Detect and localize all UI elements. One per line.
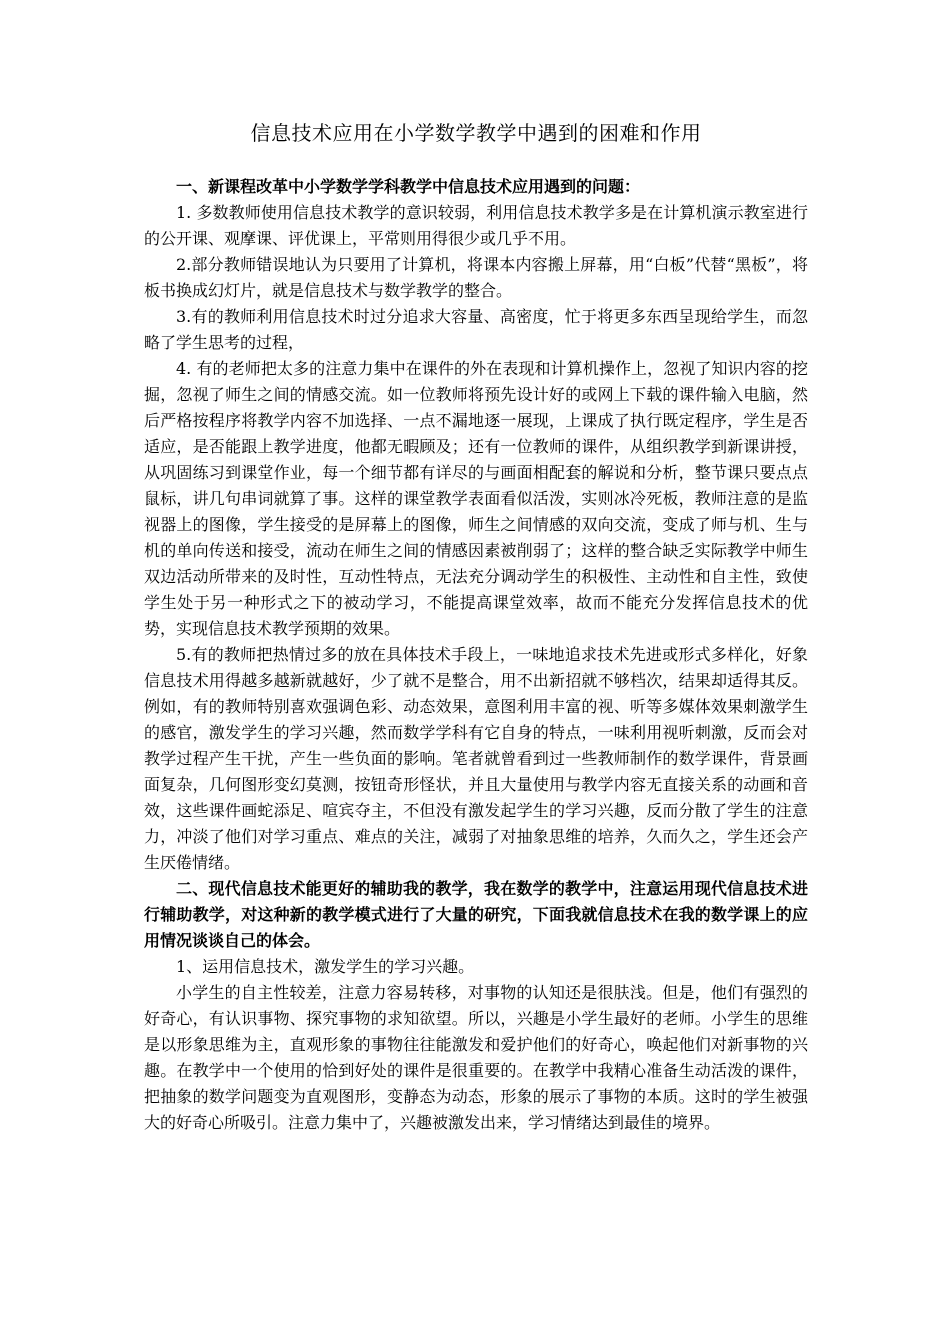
page-title: 信息技术应用在小学数学教学中遇到的困难和作用 [250,121,702,145]
section-heading-1: 一、新课程改革中小学数学学科教学中信息技术应用遇到的问题： [176,177,641,196]
paragraph: 2.部分教师错误地认为只要用了计算机，将课本内容搬上屏幕，用“白板”代替“黑板”，将板书换成幻灯片，就是信息技术与数学教学的整合。 [144,255,808,300]
paragraph: 4. 有的老师把太多的注意力集中在课件的外在表现和计算机操作上，忽视了知识内容的挖掘，忽视了师生之间的情感交流。如一位教师将预先设计好的或网上下载的课件输入电脑，然后严格按程序将教学内容不加选择、一点不漏地逐一展现，上课成了执行既定程序，学生是否适应，是否能跟上教学进度，他都无暇顾及；还有一位教师的课件，从组织教学到新课讲授，从巩固练习到课堂作业，每一个细节都有详尽的与画面相配套的解说和分析，整节课只要点点鼠标，讲几句串词就算了事。这样的课堂教学表面看似活泼，实则冰冷死板，教师注意的是监视器上的图像，学生接受的是屏幕上的图像，师生之间情感的双向交流，变成了师与机、生与机的单向传送和接受，流动在师生之间的情感因素被削弱了；这样的整合缺乏实际教学中师生双边活动所带来的及时性，互动性特点，无法充分调动学生的积极性、主动性和自主性，致使学生处于另一种形式之下的被动学习，不能提高课堂效率，故而不能充分发挥信息技术的优势，实现信息技术教学预期的效果。 [144,359,808,638]
subheading: 1、运用信息技术，激发学生的学习兴趣。 [176,957,475,976]
paragraph: 5.有的教师把热情过多的放在具体技术手段上，一味地追求技术先进或形式多样化，好象信息技术用得越多越新就越好，少了就不是整合，用不出新招就不够档次，结果却适得其反。例如，有的教师特别喜欢强调色彩、动态效果，意图利用丰富的视、听等多媒体效果刺激学生的感官，激发学生的学习兴趣，然而数学学科有它自身的特点，一味利用视听刺激，反而会对教学过程产生干扰，产生一些负面的影响。笔者就曾看到过一些教师制作的数学课件，背景画面复杂，几何图形变幻莫测，按钮奇形怪状，并且大量使用与教学内容无直接关系的动画和音效，这些课件画蛇添足、喧宾夺主，不但没有激发起学生的学习兴趣，反而分散了学生的注意力，冲淡了他们对学习重点、难点的关注，减弱了对抽象思维的培养，久而久之，学生还会产生厌倦情绪。 [144,645,808,872]
document-page [144,118,808,1136]
paragraph: 3.有的教师利用信息技术时过分追求大容量、高密度，忙于将更多东西呈现给学生，而忽略了学生思考的过程， [144,307,808,352]
paragraph: 1. 多数教师使用信息技术教学的意识较弱，利用信息技术教学多是在计算机演示教室进行的公开课、观摩课、评优课上，平常则用得很少或几乎不用。 [144,203,808,248]
section-heading-2: 二、现代信息技术能更好的辅助我的教学，我在数学的教学中，注意运用现代信息技术进行辅助教学，对这种新的教学模式进行了大量的研究，下面我就信息技术在我的数学课上的应用情况谈谈自己的体会。 [144,879,808,950]
paragraph: 小学生的自主性较差，注意力容易转移，对事物的认知还是很肤浅。但是，他们有强烈的好奇心，有认识事物、探究事物的求知欲望。所以，兴趣是小学生最好的老师。小学生的思维是以形象思维为主，直观形象的事物往往能激发和爱护他们的好奇心，唤起他们对新事物的兴趣。在教学中一个使用的恰到好处的课件是很重要的。在教学中我精心准备生动活泼的课件，把抽象的数学问题变为直观图形，变静态为动态，形象的展示了事物的本质。这时的学生被强大的好奇心所吸引。注意力集中了，兴趣被激发出来，学习情绪达到最佳的境界。 [144,983,808,1132]
